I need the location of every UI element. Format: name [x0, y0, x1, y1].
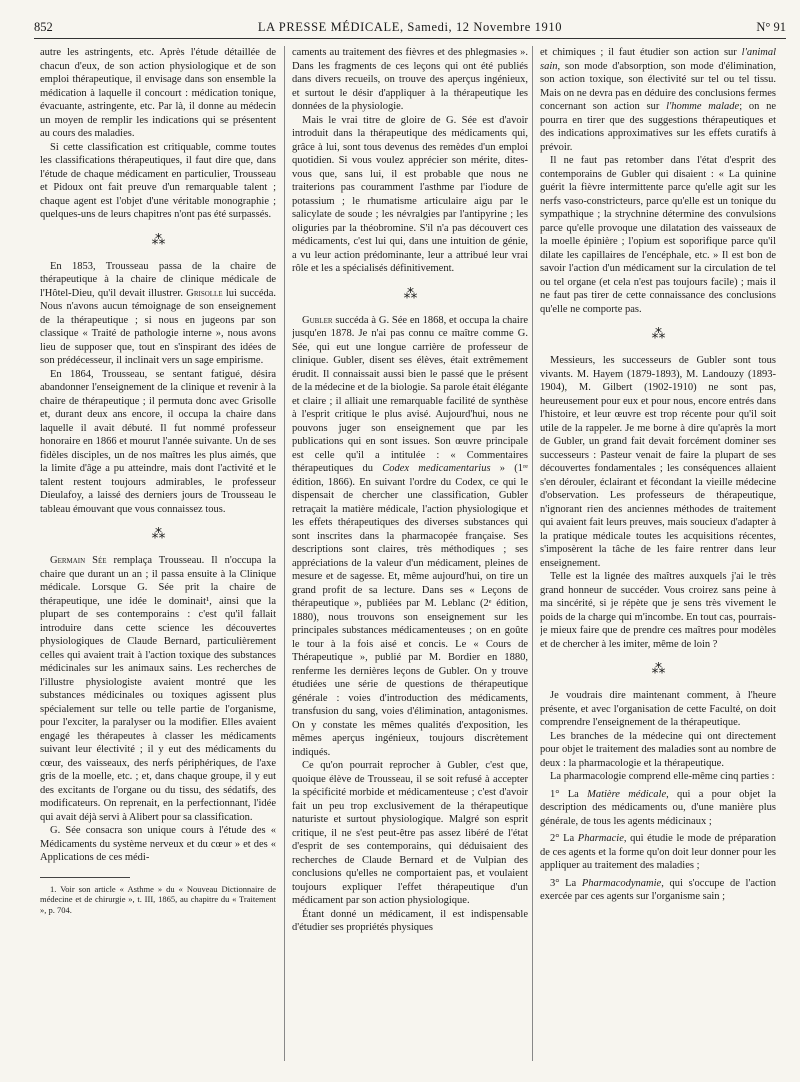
paragraph: En 1853, Trousseau passa de la chaire de thérapeutique à la chaire de clinique médicale de l'Hôtel-Dieu, qu'il devait illustrer. Grisolle lui succéda. Nous n'avons aucun témoignage de son enseignement de la thérapeutique ; si nous en jugeons par son classique « Traité de pathologie interne », nous avons lieu de supposer que, tout en s'inspirant des idées de son prédécesseur, il inclinait vers un sage empirisme. [40, 260, 276, 366]
paragraph: et chimiques ; il faut étudier son action sur l'animal sain, son mode d'absorption, son mode d'élimination, son action toxique, son électivité sur tel ou tel tissu. Mais on ne devra pas en déduire des conclusions fermes concernant son action sur l'homme malade; on ne pourra en tirer que des suggestions thérapeutiques et des indications approximatives sur les effets curatifs à prévoir. [540, 47, 776, 153]
section-separator: ⁂ [651, 327, 665, 342]
paragraph: G. Sée consacra son unique cours à l'étude des « Médicaments du système nerveux et du cœur » et des « Applications de ces médi- [40, 825, 276, 863]
section-separator: ⁂ [651, 662, 665, 677]
paragraph: La pharmacologie comprend elle-même cinq parties : [550, 771, 775, 782]
list-item: 3° La Pharmacodynamie, qui s'occupe de l'action exercée par ces agents sur l'organisme sain ; [540, 877, 776, 902]
paragraph: Étant donné un médicament, il est indispensable d'étudier ses propriétés physiques [292, 908, 528, 933]
paragraph: Il ne faut pas retomber dans l'état d'esprit des contemporains de Gubler qui disaient : « La quinine guérit la fièvre intermittente parce qu'elle agit sur les nerfs vaso-constricteurs, parce qu'elle est un tonique du sympathique ; la strychnine détermine des convulsions parce qu'elle provoque une dilatation des vaisseaux de la moelle épinière ; l'opium est soporifique parce qu'il dilate les capillaires de l'encéphale, etc. » Il est bon de savoir l'action d'un médicament sur la circulation de tel ou tel organe (et cela n'est pas toujours facile) ; mais il ne faut pas tirer de cette connaissance des conclusions qu'elle ne comporte pas. [540, 155, 776, 315]
paragraph: autre les astringents, etc. Après l'étude détaillée de chacun d'eux, de son action physiologique et de son emploi thérapeutique, il envisage dans son ensemble la médication à laquelle il concourt : médication tonique, évacuante, astringente, etc. Par là, il donne au médecin un moyen de remplir les indications qui se présentent au cours des maladies. [40, 47, 276, 139]
section-separator: ⁂ [151, 232, 165, 248]
section-separator: ⁂ [151, 527, 165, 542]
paragraph: Les branches de la médecine qui ont directement pour objet le traitement des maladies sont au nombre de deux : la pharmacologie et la thérapeutique. [540, 730, 776, 769]
column-divider [532, 46, 533, 1061]
footnote: 1. Voir son article « Asthme » du « Nouveau Dictionnaire de médecine et de chirurgie », t. III, 1865, au chapitre du « Traitement », p. 704. [40, 883, 276, 915]
column-divider [284, 46, 285, 1061]
page-number: 852 [34, 20, 53, 34]
paragraph: Je voudrais dire maintenant comment, à l'heure présente, et avec l'organisation de cette Faculté, on doit comprendre l'enseignement de la thérapeutique. [540, 690, 776, 728]
paragraph: Gubler succéda à G. Sée en 1868, et occupa la chaire jusqu'en 1878. Je n'ai pas connu ce maître comme G. Sée, qui eut une longue carrière de professeur de clinique. Gubler, disent ses élèves, était extrêmement érudit. Il connaissait aussi bien le passé que le présent de la médecine et de la biologie. Sa parole était élégante et claire ; il alliait une remarquable facilité de synthèse à l'esprit critique le plus avisé. Aujourd'hui, nous ne pouvons juger son enseignement que par les publications qui en sont issues. Son œuvre principale est celle qu'il a intitulée : « Commentaires thérapeutiques du Codex medicamentarius » (1ʳᵉ édition, 1866). En suivant l'ordre du Codex, ce qui le dispensait de chercher une classification, Gubler retraçait la matière médicale, l'action physiologique et les effets thérapeutiques des diverses substances qui sont inscrites dans la pharmacopée française. Ses descriptions sont claires, très méthodiques ; ses appréciations de la valeur d'un médicament, pleines de mesure et de sagesse. Et, même aujourd'hui, on tire un grand profit de sa lecture. Dans ses « Leçons de thérapeutique », publiées par M. Leblanc (2ᵉ édition, 1880), nous trouvons son enseignement sur les principales substances médicamenteuses ; on en goûte le tour à la fois aisé et concis. Le « Cours de Thérapeutique », publié par M. Bordier en 1880, renferme les dernières leçons de Gubler. On y trouve étudiées une série de questions de thérapeutique générale : voies d'introduction des médicaments, transfusion du sang, voies d'élimination, antagonismes. On y constate les mêmes qualités d'exposition, les mêmes aperçus ingénieux, toujours discrètement indiqués. [292, 314, 528, 758]
page-header [34, 18, 786, 39]
paragraph: Telle est la lignée des maîtres auxquels j'ai le très grand honneur de succéder. Vous croirez sans peine à ma sincérité, si je répète que je sens très vivement le poids de la charge qui m'incombe. En tout cas, pourrais-je mieux faire que de prendre ces maîtres pour modèles et de chercher à les imiter, même de loin ? [540, 571, 776, 650]
list-item: 2° La Pharmacie, qui étudie le mode de préparation de ces agents et la forme qu'on doit leur donner pour les appliquer au traitement des maladies ; [540, 833, 776, 871]
paragraph: Ce qu'on pourrait reprocher à Gubler, c'est que, quoique élève de Trousseau, il se soit refusé à accepter la spécificité morbide et médicamenteuse ; c'est d'avoir fait un peu trop exclusivement de la thérapeutique naturiste et surtout physiologique. Malgré son esprit critique, il ne s'est peut-être pas assez libéré de l'état d'esprit de ses contemporains, qui déduisaient des recherches de Claude Bernard et de Vulpian des conclusions qu'elles ne comportaient pas, et voulaient toujours expliquer l'effet thérapeutique d'un médicament par son action physiologique. [292, 760, 528, 906]
footnote-divider [40, 877, 130, 878]
paragraph: Mais le vrai titre de gloire de G. Sée est d'avoir introduit dans la thérapeutique des médicaments qui, grâce à lui, sont tous devenus des remèdes d'un emploi quotidien. Si vous voulez apprécier son mérite, dites-vous que, sans lui, il est probable que nous ne traiterions pas couramment l'asthme par l'iodure de potassium ; le rhumatisme articulaire aigu par le salicylate de soude ; les névralgies par l'antipyrine ; les oliguries par la théobromine. S'il n'a pas découvert ces médicaments, c'est lui qui, dans une intuition de génie, a vu leur action prédominante, leur a attribué leur vrai rôle et les a spécialisés définitivement. [292, 114, 528, 274]
paragraph: Messieurs, les successeurs de Gubler sont tous vivants. M. Hayem (1879-1893), M. Landouzy (1893-1904), M. Gilbert (1902-1910) ne sont pas, heureusement pour eux et pour nous, encore entrés dans l'histoire, et leur œuvre est trop récente pour qu'il soit utile de la rappeler. Je me borne à dire qu'après la mort de Gubler, un grand fait devait forcément dominer ses successeurs : Pasteur venait de faire la plupart de ses découvertes fondamentales ; les conséquences allaient s'en dérouler, éclairant et fécondant la vieille médecine d'observation. Les professeurs de thérapeutique, n'ignorant rien des anciennes méthodes de traitement qui avaient fait leurs preuves, mais soucieux d'adapter à la pratique médicale toutes les acquisitions récentes, s'imposèrent la tâche de les faire rentrer dans leur enseignement. [540, 355, 776, 569]
journal-title: LA PRESSE MÉDICALE, Samedi, 12 Novembre 1910 [257, 20, 563, 34]
column-2 [292, 46, 528, 1076]
paragraph: caments au traitement des fièvres et des phlegmasies ». Dans les fragments de ces leçons qui ont été publiés dans divers recueils, on trouve des aperçus ingénieux, et surtout le désir d'appliquer à la thérapeutique les données de la physiologie. [292, 47, 528, 112]
paragraph: Si cette classification est critiquable, comme toutes les classifications thérapeutiques, il faut dire que, dans l'étude de chaque médicament en particulier, Trousseau et Pidoux ont fait preuve d'un remarquable talent ; chaque agent est l'objet d'une véritable monographie ; quelques-uns de leurs chapitres n'ont pas été surpassés. [40, 141, 276, 220]
paragraph: En 1864, Trousseau, se sentant fatigué, désira abandonner l'enseignement de la clinique et revenir à la chaire de thérapeutique ; il permuta donc avec Grisolle et, durant deux ans encore, il occupa la chaire dans laquelle il avait débuté. Il fut nommé professeur honoraire en 1866 et mourut l'année suivante. Un de ses fidèles disciples, un de nos maîtres les plus aimés, que la limite d'âge a pu atteindre, mais dont l'activité et le talent restent toujours admirables, le professeur Dieulafoy, a laissé des derniers jours de Trousseau le tableau émouvant que vous connaissez tous. [40, 368, 276, 515]
column-3 [540, 46, 776, 1076]
issue-number: N° 91 [756, 20, 786, 34]
section-separator: ⁂ [403, 286, 417, 302]
paragraph: Germain Sée remplaça Trousseau. Il n'occupa la chaire que durant un an ; il passa ensuite à la Clinique médicale. Lorsque G. Sée prit la chaire de thérapeutique, une idée le dominait¹, ainsi que la plupart de ses contemporains : c'est qu'il fallait introduire dans cette science les découvertes physiologiques de Claude Bernard, particulièrement celles qui avaient trait à l'action toxique des substances médicinales sur les animaux sains. Les recherches de l'illustre physiologiste avaient montré que les substances médicinales ou toxiques agissent plus spécialement sur telle ou telle partie de l'organisme, pour l'exciter, la paralyser ou la modifier. Elles avaient engagé les thérapeutes à classer les médicaments suivant leur électivité ; il y eut des médicaments du cœur, des vaisseaux, des nerfs périphériques, de l'axe gris de la moelle, etc. ; et, dans chaque groupe, il y eut des excitants de l'organe ou du tissu, des sédatifs, des modificateurs. On reprenait, en la perfectionnant, l'idée qui avait déjà servi à Alibert pour sa classification. [40, 555, 276, 823]
list-item: 1° La Matière médicale, qui a pour objet la description des médicaments ou, d'une manière plus générale, de tous les agents médicinaux ; [540, 788, 776, 827]
column-1 [40, 46, 276, 1076]
